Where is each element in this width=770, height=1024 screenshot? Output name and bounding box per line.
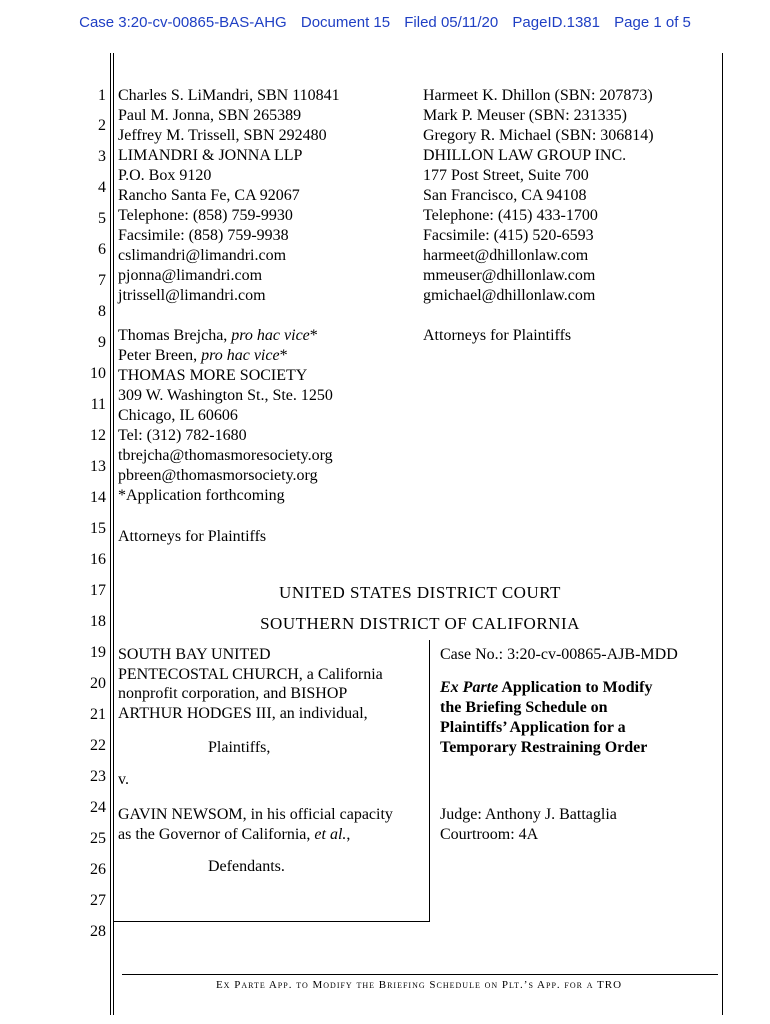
line-number: 5	[98, 210, 106, 227]
counsel-note: *Application forthcoming	[118, 487, 285, 504]
counsel-email: pjonna@limandri.com	[118, 267, 263, 284]
et-al: et al.	[314, 826, 347, 843]
right-counsel-block	[423, 86, 654, 306]
asterisk: *	[309, 327, 318, 344]
caption-text: as the Governor of California,	[118, 826, 315, 843]
line-number: 4	[98, 179, 106, 196]
line-number: 22	[90, 737, 106, 754]
tms-counsel-block	[118, 326, 333, 506]
caption-line: GAVIN NEWSOM, in his official capacity	[118, 806, 393, 823]
counsel-line: Paul M. Jonna, SBN 265389	[118, 107, 302, 124]
counsel-line: Rancho Santa Fe, CA 92067	[118, 187, 300, 204]
court-district: SOUTHERN DISTRICT OF CALIFORNIA	[260, 614, 580, 633]
left-margin-rule-outer	[110, 53, 111, 1015]
line-number: 3	[98, 148, 106, 165]
judge: Judge: Anthony J. Battaglia	[440, 806, 617, 823]
counsel-line: San Francisco, CA 94108	[423, 187, 587, 204]
line-number: 20	[90, 675, 106, 692]
line-number: 19	[90, 644, 106, 661]
counsel-line: Gregory R. Michael (SBN: 306814)	[423, 127, 654, 144]
pro-hac-vice: pro hac vice	[231, 327, 310, 344]
title-line: Plaintiffs’ Application for a	[440, 719, 626, 736]
right-margin-rule	[722, 53, 723, 1015]
line-number: 14	[90, 489, 106, 506]
plaintiff-caption	[118, 645, 383, 723]
footer-rule	[122, 974, 718, 975]
counsel-line: 309 W. Washington St., Ste. 1250	[118, 387, 333, 404]
versus: v.	[118, 771, 129, 788]
counsel-email: mmeuser@dhillonlaw.com	[423, 267, 596, 284]
left-counsel-block	[118, 86, 340, 306]
counsel-line: DHILLON LAW GROUP INC.	[423, 147, 627, 164]
caption-line: PENTECOSTAL CHURCH, a California	[118, 665, 383, 683]
ecf-header	[0, 14, 770, 31]
caption-line: ARTHUR HODGES III, an individual,	[118, 704, 368, 722]
caption-line: nonprofit corporation, and BISHOP	[118, 685, 348, 702]
counsel-email: jtrissell@limandri.com	[118, 287, 266, 304]
caption-text: ,	[346, 826, 351, 843]
document-title	[440, 678, 652, 758]
line-number: 26	[90, 861, 106, 878]
line-number: 23	[90, 768, 106, 785]
counsel-line: Telephone: (415) 433-1700	[423, 207, 598, 224]
title-line: the Briefing Schedule on	[440, 699, 608, 716]
line-number: 15	[90, 520, 106, 537]
header-page-id: PageID.1381	[512, 14, 600, 31]
left-attorneys-for: Attorneys for Plaintiffs	[118, 528, 267, 545]
line-number: 11	[90, 396, 106, 413]
counsel-email: tbrejcha@thomasmoresociety.org	[118, 447, 333, 464]
footer-title: Ex Parte App. to Modify the Briefing Schedule on Plt.’s App. for a TRO	[215, 979, 623, 991]
counsel-line: Mark P. Meuser (SBN: 231335)	[423, 107, 627, 124]
counsel-line: Facsimile: (415) 520-6593	[423, 227, 594, 244]
counsel-line: Harmeet K. Dhillon (SBN: 207873)	[423, 87, 653, 104]
title-line: Temporary Restraining Order	[440, 739, 648, 756]
case-number: Case No.: 3:20-cv-00865-AJB-MDD	[440, 646, 678, 663]
line-number: 13	[90, 458, 106, 475]
counsel-line: THOMAS MORE SOCIETY	[118, 367, 308, 384]
caption-bottom-rule	[114, 921, 430, 922]
counsel-email: gmichael@dhillonlaw.com	[423, 287, 596, 304]
line-number: 18	[90, 613, 106, 630]
defendant-caption	[118, 805, 393, 845]
courtroom: Courtroom: 4A	[440, 826, 539, 843]
header-filed: Filed 05/11/20	[404, 14, 499, 31]
line-number: 12	[90, 427, 106, 444]
counsel-line	[118, 326, 333, 346]
line-number: 17	[90, 582, 106, 599]
counsel-name: Thomas Brejcha,	[118, 327, 232, 344]
line-number: 6	[98, 241, 106, 258]
judge-info	[440, 805, 617, 845]
caption-line	[118, 825, 393, 845]
line-number: 24	[90, 799, 106, 816]
line-number: 8	[98, 303, 106, 320]
plaintiffs-label: Plaintiffs,	[208, 739, 271, 756]
counsel-line: Charles S. LiMandri, SBN 110841	[118, 87, 340, 104]
line-number: 25	[90, 830, 106, 847]
counsel-email: pbreen@thomasmorsociety.org	[118, 467, 318, 484]
title-ex-parte: Ex Parte	[440, 679, 499, 696]
header-document: Document 15	[300, 14, 391, 31]
header-page: Page 1 of 5	[614, 14, 691, 31]
line-number: 21	[90, 706, 106, 723]
counsel-line: Facsimile: (858) 759-9938	[118, 227, 289, 244]
left-margin-rule-inner	[113, 53, 114, 1015]
line-number: 2	[98, 117, 106, 134]
counsel-name: Peter Breen,	[118, 347, 202, 364]
header-case-number: Case 3:20-cv-00865-BAS-AHG	[79, 14, 287, 31]
counsel-line: Jeffrey M. Trissell, SBN 292480	[118, 127, 327, 144]
counsel-line: Chicago, IL 60606	[118, 407, 238, 424]
counsel-email: cslimandri@limandri.com	[118, 247, 287, 264]
line-number: 16	[90, 551, 106, 568]
asterisk: *	[279, 347, 288, 364]
counsel-line: P.O. Box 9120	[118, 167, 212, 184]
counsel-line: 177 Post Street, Suite 700	[423, 167, 589, 184]
caption-divider	[429, 640, 430, 922]
defendants-label: Defendants.	[208, 858, 285, 875]
line-number: 1	[98, 87, 106, 104]
title-text: Application to Modify	[498, 679, 653, 696]
counsel-line	[118, 346, 333, 366]
line-number: 27	[90, 892, 106, 909]
court-name: UNITED STATES DISTRICT COURT	[279, 583, 561, 602]
counsel-email: harmeet@dhillonlaw.com	[423, 247, 589, 264]
line-number: 28	[90, 923, 106, 940]
caption-line: SOUTH BAY UNITED	[118, 646, 271, 663]
counsel-line: LIMANDRI & JONNA LLP	[118, 147, 303, 164]
line-number: 7	[98, 272, 106, 289]
counsel-line: Tel: (312) 782-1680	[118, 427, 247, 444]
right-attorneys-for: Attorneys for Plaintiffs	[423, 327, 572, 344]
pro-hac-vice: pro hac vice	[201, 347, 280, 364]
line-number: 10	[90, 365, 106, 382]
line-number: 9	[98, 334, 106, 351]
counsel-line: Telephone: (858) 759-9930	[118, 207, 293, 224]
title-line	[440, 678, 652, 698]
